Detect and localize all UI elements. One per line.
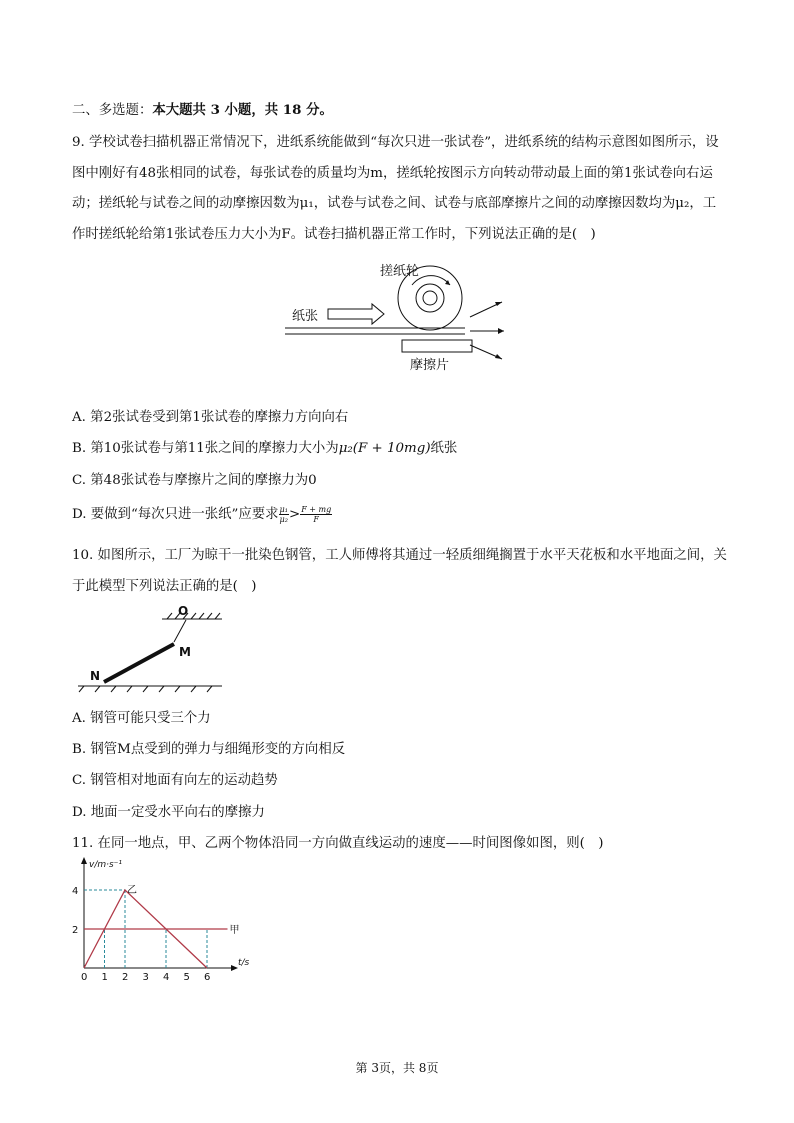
frac-force-den: F <box>313 515 319 524</box>
y-tick-label-4: 4 <box>72 886 79 897</box>
roller-label: 搓纸轮 <box>380 264 420 279</box>
x-tick-label-4: 4 <box>163 972 170 983</box>
paper-feed-figure <box>280 255 520 375</box>
label-m: M <box>179 645 191 659</box>
q9-option-b-post: 纸张 <box>430 441 458 456</box>
frac-mu-num: μ₁ <box>279 505 288 514</box>
steel-pipe <box>104 644 174 682</box>
label-n: N <box>90 669 101 683</box>
x-axis-arrow <box>231 965 238 971</box>
frac-mu-den: μ₂ <box>279 515 288 524</box>
x-tick-label-5: 5 <box>183 972 190 983</box>
q10-stem: 10. 如图所示，工厂为晾干一批染色钢管，工人师傅将其通过一轻质细绳搁置于水平天花板和水平地面之间，关于此模型下列说法正确的是( ) <box>72 548 727 594</box>
q9-stem: 9. 学校试卷扫描机器正常情况下，进纸系统能做到“每次只进一张试卷”，进纸系统的结构示意图如图所示，设图中刚好有48张相同的试卷，每张试卷的质量均为m，搓纸轮按图示方向转动带动最上面的第1张试卷向右运动；搓纸轮与试卷之间的动摩擦因数为μ₁，试卷与试卷之间、试卷与底部摩擦片之间的动摩擦因数均为μ₂，工作时搓纸轮给第1张试卷压力大小为F。试卷扫描机器正常工作时，下列说法正确的是( ) <box>72 135 719 242</box>
pad-label: 摩擦片 <box>410 358 450 373</box>
y-axis-label: v/m·s⁻¹ <box>89 860 123 870</box>
q10-option-a: A. 钢管可能只受三个力 <box>72 711 211 726</box>
q10-option-d: D. 地面一定受水平向右的摩擦力 <box>72 805 265 820</box>
frac-mu <box>279 505 289 524</box>
x-axis-label: t/s <box>238 958 250 968</box>
x-tick-label-0: 0 <box>81 972 88 983</box>
frac-force <box>300 505 332 524</box>
rope <box>174 620 186 642</box>
roller-inner <box>423 291 437 305</box>
q10-option-c: C. 钢管相对地面有向左的运动趋势 <box>72 773 278 788</box>
q9-option-d-op: > <box>288 507 301 522</box>
steel-pipe-figure <box>72 600 232 695</box>
ceiling-hatch <box>167 613 220 619</box>
q11-stem: 11. 在同一地点，甲、乙两个物体沿同一方向做直线运动的速度——时间图像如图，则( ) <box>72 836 604 851</box>
ground-hatch <box>79 686 212 692</box>
section-label: 二、多选题： <box>72 103 153 118</box>
frac-force-num: F + mg <box>301 505 332 514</box>
q9-option-c: C. 第48张试卷与摩擦片之间的摩擦力为0 <box>72 473 317 488</box>
q9-option-b-math: μ₂(F + 10mg) <box>338 441 431 456</box>
x-tick-label-3: 3 <box>142 972 149 983</box>
vt-chart <box>72 855 262 990</box>
x-tick-label-2: 2 <box>122 972 129 983</box>
arrow-mid-head <box>498 328 504 334</box>
paper-label: 纸张 <box>292 309 319 324</box>
q9-option-b-text: B. 第10张试卷与第11张之间的摩擦力大小为 <box>72 441 339 456</box>
roller-mid <box>416 284 444 312</box>
arrow-down-head <box>495 354 502 359</box>
q9-option-a: A. 第2张试卷受到第1张试卷的摩擦力方向向右 <box>72 410 349 425</box>
series-label-jia: 甲 <box>229 925 240 936</box>
label-o: O <box>178 604 189 618</box>
q9-option-d-text: D. 要做到“每次只进一张纸”应要求 <box>72 507 279 522</box>
section-desc: 本大题共 3 小题，共 18 分。 <box>152 102 333 118</box>
friction-pad <box>402 340 472 352</box>
page-footer: 第 3页，共 8页 <box>355 1061 439 1075</box>
arrow-up-head <box>495 302 502 306</box>
section-heading <box>72 99 333 118</box>
q9-option-b <box>72 437 457 456</box>
q10-option-b: B. 钢管M点受到的弹力与细绳形变的方向相反 <box>72 742 346 757</box>
y-axis-arrow <box>81 857 87 864</box>
paper-arrow <box>328 304 384 324</box>
q9-option-d <box>72 503 332 524</box>
x-tick-label-6: 6 <box>204 972 211 983</box>
y-tick-label-2: 2 <box>72 925 79 936</box>
series-label-yi: 乙 <box>127 885 137 896</box>
x-tick-label-1: 1 <box>101 972 108 983</box>
